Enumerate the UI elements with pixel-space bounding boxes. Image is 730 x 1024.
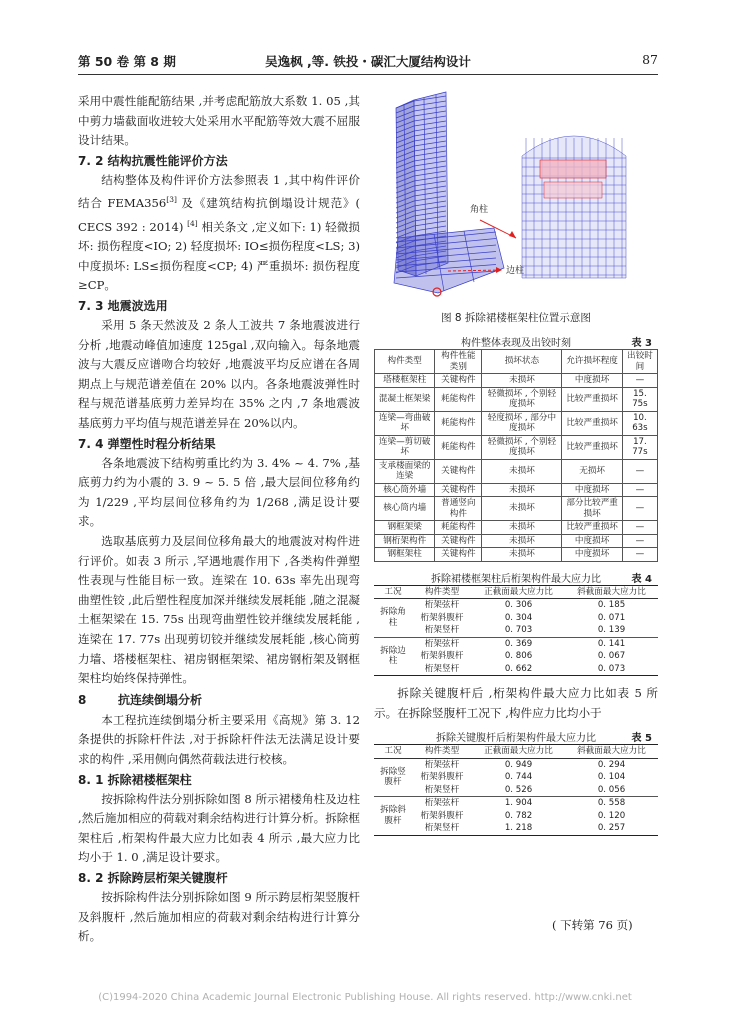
table-cell: 0. 056 — [597, 784, 626, 795]
table-cell: 0. 073 — [597, 663, 626, 674]
table-cell: 中度损坏 — [562, 374, 622, 388]
table-cell: 耗能构件 — [435, 521, 482, 535]
table-cell: 0. 141 — [565, 637, 658, 650]
table-cell: 比较严重损坏 — [562, 435, 622, 459]
citation-4[interactable]: [4] — [187, 218, 198, 228]
table-cell: 0. 294 — [565, 758, 658, 771]
page-number: 87 — [642, 52, 658, 67]
continued-note: ( 下转第 76 页) — [552, 918, 633, 932]
table-cell: 比较严重损坏 — [562, 411, 622, 435]
table-row — [374, 771, 658, 784]
table-cell: 普通竖向构件 — [435, 497, 482, 521]
table-row — [375, 483, 658, 497]
table-cell: 轻微损坏 , 个别轻度损坏 — [482, 435, 562, 459]
table-cell: 关键构件 — [435, 548, 482, 562]
table-row — [374, 599, 658, 612]
table-cell: 比较严重损坏 — [562, 521, 622, 535]
table-row — [374, 810, 658, 823]
table-row — [375, 497, 658, 521]
journal-issue: 第 50 卷 第 8 期 — [78, 54, 176, 69]
table-row — [374, 758, 658, 771]
citation-3[interactable]: [3] — [166, 195, 177, 205]
paragraph-remove-column: 按拆除构件法分别拆除如图 8 所示裙楼角柱及边柱 ,然后施加相应的荷载对剩余结构进行计算分析。拆除框架柱后 ,桁架构件最大应力比如表 4 所示 ,最大应力比均小于 1. 0 ,满足设计要求。 — [78, 791, 360, 865]
heading-8-2: 8. 2 拆除跨层桁架关键腹杆 — [78, 870, 228, 885]
paragraph-table5-intro: 拆除关键腹杆后 ,桁架构件最大应力比如表 5 所示。在拆除竖腹杆工况下 ,构件应力比均小于 — [374, 686, 658, 720]
table-cell: 关键构件 — [435, 459, 482, 483]
table-cell: 0. 104 — [597, 772, 626, 783]
table-cell: 未损坏 — [482, 521, 562, 535]
table-cell: 0. 949 — [472, 758, 565, 771]
heading-8: 8 抗连续倒塌分析 — [78, 692, 203, 707]
table-header-cell: 正截面最大应力比 — [472, 585, 565, 599]
heading-7-2: 7. 2 结构抗震性能评价方法 — [78, 153, 228, 168]
table-row — [375, 374, 658, 388]
table-cell: 无损坏 — [562, 459, 622, 483]
table-row — [374, 663, 658, 676]
table-row — [374, 784, 658, 797]
table-header-cell: 构件类型 — [412, 745, 472, 759]
table-cell: 未损坏 — [482, 459, 562, 483]
table-cell: 支承楼面梁的连梁 — [375, 459, 435, 483]
table-cell: — — [622, 483, 657, 497]
table-cell: 未损坏 — [482, 534, 562, 548]
table-cell: 未损坏 — [482, 497, 562, 521]
figure-8 — [374, 88, 658, 304]
table-cell: 0. 558 — [565, 797, 658, 810]
table-cell: 未损坏 — [482, 374, 562, 388]
table-cell: 核心筒外墙 — [375, 483, 435, 497]
table-cell: 0. 703 — [504, 625, 533, 635]
table-cell: 桁架弦杆 — [412, 599, 472, 612]
table-cell: 0. 662 — [504, 663, 533, 674]
page-header — [78, 52, 658, 74]
running-title: 吴逸枫 ,等. 铁投・碳汇大厦结构设计 — [265, 54, 471, 69]
heading-7-4: 7. 4 弹塑性时程分析结果 — [78, 436, 216, 451]
table-cell: 未损坏 — [482, 548, 562, 562]
table-cell: 钢桁架构件 — [375, 534, 435, 548]
table-row — [374, 822, 658, 835]
table-row — [374, 612, 658, 625]
case-cell: 拆除竖腹杆 — [374, 758, 412, 797]
table-cell: 核心筒内墙 — [375, 497, 435, 521]
heading-7-3: 7. 3 地震波选用 — [78, 299, 168, 314]
table-cell: 耗能构件 — [435, 435, 482, 459]
table-cell: 0. 369 — [472, 637, 565, 650]
table-cell: 中度损坏 — [562, 483, 622, 497]
table-cell: — — [622, 497, 657, 521]
table-cell: 轻度损坏 , 部分中度损坏 — [482, 411, 562, 435]
table-header-cell: 正截面最大应力比 — [472, 745, 565, 759]
table-cell: 10. 63s — [622, 411, 657, 435]
case-cell: 拆除斜腹杆 — [374, 797, 412, 836]
table-cell: 关键构件 — [435, 374, 482, 388]
table-cell: — — [622, 459, 657, 483]
table-cell: — — [622, 521, 657, 535]
table-header-cell: 构件类型 — [375, 350, 435, 374]
paragraph-intro: 采用中震性能配筋结果 ,并考虑配筋放大系数 1. 05 ,其中剪力墙截面收进较大处采用水平配筋等效大震不屈服设计结果。 — [78, 94, 360, 148]
table-header-cell: 工况 — [374, 745, 412, 759]
table-5-title: 拆除关键腹杆后桁架构件最大应力比 表 5 — [436, 733, 652, 745]
table-cell: 关键构件 — [435, 534, 482, 548]
table-cell: 混凝土框架梁 — [375, 387, 435, 411]
table-cell: 0. 139 — [597, 625, 626, 635]
header-rule — [78, 74, 658, 75]
table-row — [375, 548, 658, 562]
table-cell: 桁架斜腹杆 — [420, 810, 464, 821]
table-cell: 桁架斜腹杆 — [420, 651, 464, 661]
table-cell: 0. 067 — [597, 651, 626, 661]
paragraph-results: 各条地震波下结构剪重比约为 3. 4% ~ 4. 7% ,基底剪力约为小震的 3. 9 ~ 5. 5 倍 ,最大层间位移角约为 1/229 ,平均层间位移角约为 1/268 ,满足设计要求。 — [78, 455, 360, 529]
table-cell: 桁架斜腹杆 — [420, 612, 464, 623]
table-3-title: 构件整体表现及出铰时刻 表 3 — [461, 338, 652, 349]
table-cell: 0. 257 — [597, 823, 626, 834]
table-cell: 1. 218 — [504, 823, 533, 834]
left-column — [78, 92, 360, 947]
table-header-cell: 出铰时间 — [622, 350, 657, 374]
table-cell: 钢框架梁 — [375, 521, 435, 535]
table-row — [375, 534, 658, 548]
table-header-cell: 允许损坏程度 — [562, 350, 622, 374]
table-cell: 塔楼框架柱 — [375, 374, 435, 388]
structure-model-diagram — [374, 88, 658, 304]
paragraph-collapse: 本工程抗连续倒塌分析主要采用《高规》第 3. 12 条提供的拆除杆件法 ,对于拆除杆件法无法满足设计要求的构件 ,采用侧向偶然荷载法进行校核。 — [78, 712, 360, 766]
table-row — [375, 387, 658, 411]
table-4 — [374, 585, 658, 677]
paragraph-evaluation-results: 选取基底剪力及层间位移角最大的地震波对构件进行评价。如表 3 所示 ,罕遇地震作用下 ,各类构件弹塑性表现与性能目标一致。连梁在 10. 63s 率先出现弯曲塑性铰 ,此后塑性程度加深并继续发展耗能 ,随之混凝土框架梁在 15. 75s 出现弯曲塑性铰并继续发展耗能 ,连梁在 17. 77s 出现剪切铰并继续发展耗能 ,核心筒剪力墙、塔楼框架柱、裙房钢框架梁、裙房钢桁架及钢框架柱均始终保持弹性。 — [78, 534, 360, 686]
table-cell: 0. 185 — [565, 599, 658, 612]
table-header-cell: 斜截面最大应力比 — [565, 585, 658, 599]
copyright-footer: (C)1994-2020 China Academic Journal Electronic Publishing House. All rights reserved. http://www.cnki.net — [98, 992, 632, 1003]
table-cell: 桁架竖杆 — [424, 784, 460, 795]
table-row — [374, 624, 658, 637]
table-cell: 桁架竖杆 — [424, 663, 460, 674]
right-column — [374, 88, 658, 836]
table-cell: 桁架竖杆 — [424, 823, 460, 834]
table-5 — [374, 744, 658, 836]
table-cell: 耗能构件 — [435, 387, 482, 411]
case-cell: 拆除边柱 — [374, 637, 412, 676]
table-cell: 桁架弦杆 — [412, 637, 472, 650]
table-header-cell: 斜截面最大应力比 — [565, 745, 658, 759]
label-edge-column: 边柱 — [506, 266, 525, 276]
table-cell: 桁架弦杆 — [412, 758, 472, 771]
table-cell: 连梁—剪切破坏 — [375, 435, 435, 459]
table-row — [375, 435, 658, 459]
table-cell: 0. 526 — [504, 784, 533, 795]
table-row — [375, 459, 658, 483]
table-cell: 0. 071 — [597, 612, 626, 623]
corner-arrow-head — [509, 231, 516, 238]
figure-8-caption: 图 8 拆除裙楼框架柱位置示意图 — [441, 312, 591, 324]
table-cell: 0. 806 — [504, 651, 533, 661]
table-cell: 未损坏 — [482, 483, 562, 497]
case-cell: 拆除角柱 — [374, 599, 412, 638]
table-header-cell: 损坏状态 — [482, 350, 562, 374]
table-cell: 关键构件 — [435, 483, 482, 497]
table-cell: 部分比较严重损坏 — [562, 497, 622, 521]
label-corner-column: 角柱 — [470, 205, 489, 215]
table-cell: 15. 75s — [622, 387, 657, 411]
table-cell: 0. 120 — [597, 810, 626, 821]
table-cell: — — [622, 534, 657, 548]
podium-elevation — [522, 136, 626, 278]
table-cell: 17. 77s — [622, 435, 657, 459]
table-cell: 中度损坏 — [562, 548, 622, 562]
table-header-cell: 构件性能类别 — [435, 350, 482, 374]
table-cell: — — [622, 374, 657, 388]
paragraph-evaluation: 结构整体及构件评价方法参照表 1 ,其中构件评价结合 FEMA356[3] 及《建筑结构抗倒塌设计规范》( CECS 392 : 2014) [4] 相关条文 ,定义如下: 1) 轻微损坏: 损伤程度<IO; 2) 轻度损坏: IO≤损伤程度<LS; 3) 中度损坏: LS≤损伤程度<CP; 4) 严重损坏: 损伤程度≥CP。 — [78, 172, 361, 293]
table-cell: 0. 782 — [504, 810, 533, 821]
table-3 — [374, 349, 658, 562]
table-cell: 比较严重损坏 — [562, 387, 622, 411]
podium-model — [394, 228, 504, 296]
table-cell: 中度损坏 — [562, 534, 622, 548]
table-row — [375, 411, 658, 435]
table-cell: 0. 304 — [504, 612, 533, 623]
table-cell: 连梁—弯曲破坏 — [375, 411, 435, 435]
table-cell: 1. 904 — [472, 797, 565, 810]
table-cell: 0. 306 — [472, 599, 565, 612]
heading-8-1: 8. 1 拆除裙楼框架柱 — [78, 772, 192, 787]
table-cell: 桁架弦杆 — [412, 797, 472, 810]
paragraph-waves: 采用 5 条天然波及 2 条人工波共 7 条地震波进行分析 ,地震动峰值加速度 125gal ,双向输入。每条地震波与大震反应谱吻合均较好 ,地震波平均反应谱在各周期点上与规范谱差值在 20% 以内。各条地震波弹性时程与规范谱基底剪力差异均在 35% 之内 ,7 条地震波基底剪力平均值与规范谱差异在 20%以内。 — [78, 318, 360, 431]
table-cell: 耗能构件 — [435, 411, 482, 435]
table-4-title: 拆除裙楼框架柱后桁架构件最大应力比 表 4 — [431, 573, 652, 585]
table-row — [374, 650, 658, 663]
table-cell: 轻微损坏 , 个别轻度损坏 — [482, 387, 562, 411]
table-header-cell: 工况 — [374, 585, 412, 599]
paragraph-remove-web: 按拆除构件法分别拆除如图 9 所示跨层桁架竖腹杆及斜腹杆 ,然后施加相应的荷载对剩余结构进行计算分析。 — [78, 889, 360, 944]
table-cell: 0. 744 — [504, 772, 533, 783]
table-cell: 钢框架柱 — [375, 548, 435, 562]
table-row — [374, 797, 658, 810]
table-cell: 桁架竖杆 — [424, 625, 460, 635]
table-row — [374, 637, 658, 650]
table-cell: 桁架斜腹杆 — [420, 772, 464, 783]
table-cell: — — [622, 548, 657, 562]
table-row — [375, 521, 658, 535]
table-header-cell: 构件类型 — [412, 585, 472, 599]
